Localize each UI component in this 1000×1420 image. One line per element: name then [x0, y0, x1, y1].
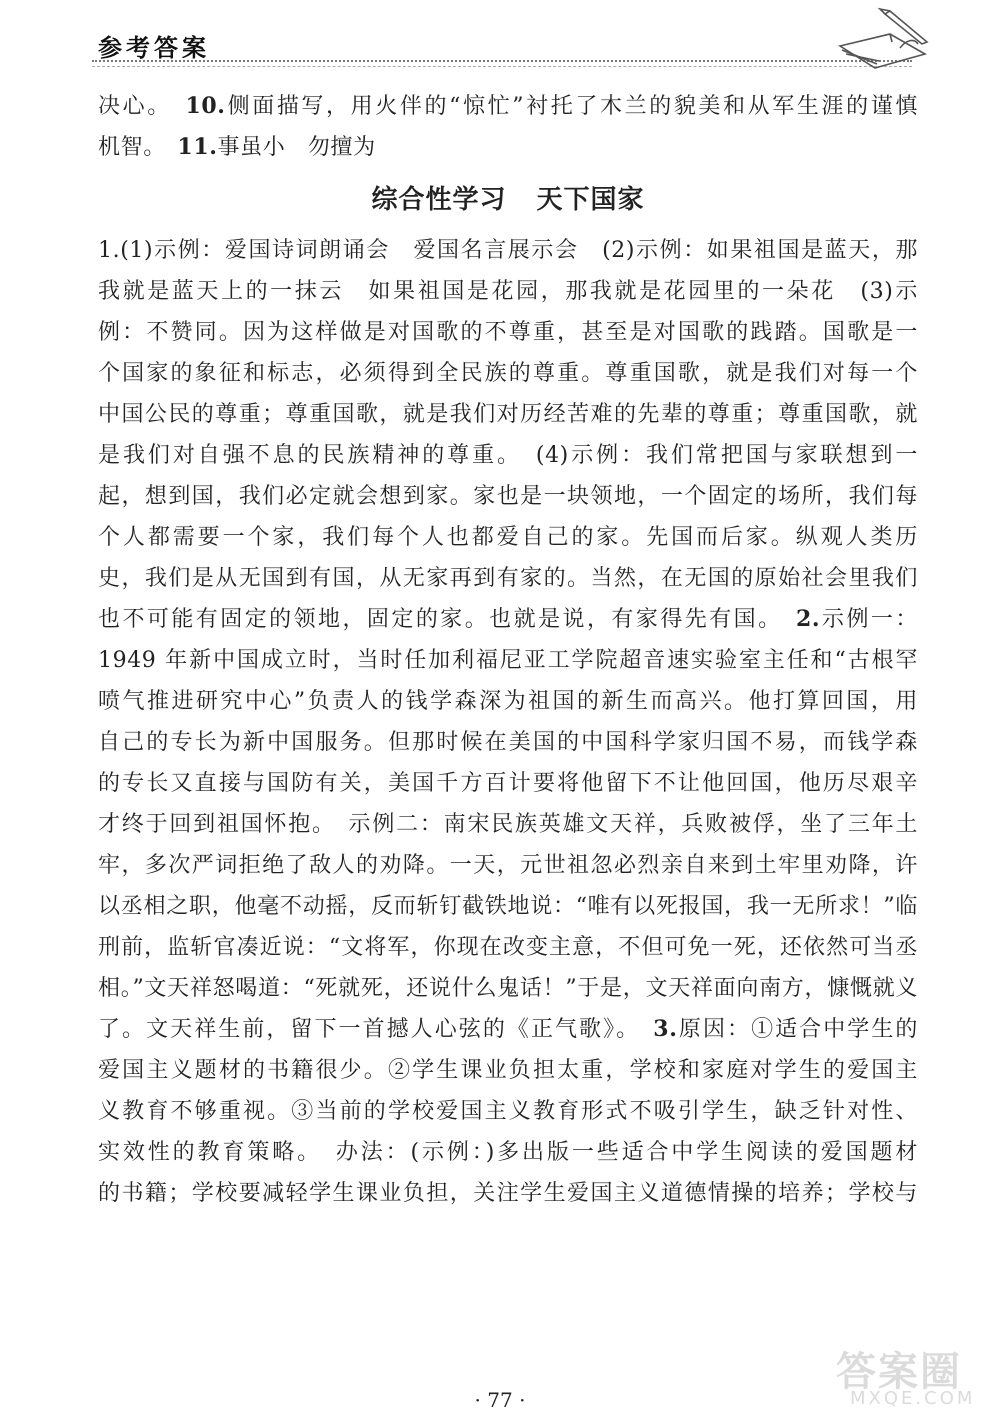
header-title: 参考答案 [98, 34, 210, 62]
answer-line: 中国公民的尊重；尊重国歌，就是我们对历经苦难的先辈的尊重；尊重国歌，就 [98, 402, 918, 427]
header-divider [92, 60, 912, 62]
answer-line: 起，想到国，我们必定就会想到家。家也是一块领地，一个固定的场所，我们每 [98, 484, 918, 509]
question-number: 10. [185, 93, 226, 119]
answer-line: 的书籍；学校要减轻学生课业负担，关注学生爱国主义道德情操的培养；学校与 [98, 1181, 918, 1206]
answer-line: 爱国主义题材的书籍很少。②学生课业负担太重，学校和家庭对学生的爱国主 [98, 1058, 918, 1083]
page-header [0, 0, 1000, 70]
answer-line: 刑前，监斩官凑近说：“文将军，你现在改变主意，不但可免一死，还依然可当丞 [98, 935, 918, 960]
answer-line: 义教育不够重视。③当前的学校爱国主义教育形式不吸引学生，缺乏针对性、 [98, 1099, 918, 1124]
pencil-notebook-icon [830, 4, 940, 74]
answer-line: 1949 年新中国成立时，当时任加利福尼亚工学院超音速实验室主任和“古根罕 [98, 648, 918, 673]
watermark-sub: MXQE.COM [850, 1388, 976, 1409]
answer-line: 例：不赞同。因为这样做是对国歌的不尊重，甚至是对国歌的践踏。国歌是一 [98, 320, 918, 345]
answer-line: 我就是蓝天上的一抹云 如果祖国是花园，那我就是花园里的一朵花 (3)示 [98, 279, 918, 304]
answer-content [98, 86, 918, 1214]
watermark-main: 答案圈 [836, 1349, 962, 1395]
answer-line: 了。文天祥生前，留下一首撼人心弦的《正气歌》。 3.原因：①适合中学生的 [98, 1016, 918, 1042]
answer-line: 自己的专长为新中国服务。但那时候在美国的中国科学家归国不易，而钱学森 [98, 730, 918, 755]
answer-line: 1.(1)示例：爱国诗词朗诵会 爱国名言展示会 (2)示例：如果祖国是蓝天，那 [98, 238, 918, 263]
answer-line: 牢，多次严词拒绝了敌人的劝降。一天，元世祖忽必烈亲自来到土牢里劝降，许 [98, 853, 918, 878]
answer-line: 相。”文天祥怒喝道：“死就死，还说什么鬼话！”于是，文天祥面向南方，慷慨就义 [98, 976, 918, 1001]
answer-line: 个人都需要一个家，我们每个人也都爱自己的家。先国而后家。纵观人类历 [98, 525, 918, 550]
answer-line: 以丞相之职，他毫不动摇，反而斩钉截铁地说：“唯有以死报国，我一无所求！”临 [98, 894, 918, 919]
question-number: 11. [177, 134, 218, 160]
answer-line: 个国家的象征和标志，必须得到全民族的尊重。尊重国歌，就是我们对每一个 [98, 361, 918, 386]
section-title: 综合性学习 天下国家 [371, 185, 645, 215]
question-number: 2. [796, 606, 821, 632]
page-number: · 77 · [474, 1388, 526, 1412]
answer-line: 喷气推进研究中心”负责人的钱学森深为祖国的新生而高兴。他打算回国，用 [98, 689, 918, 714]
site-watermark-logo [836, 1340, 986, 1412]
question-number: 3. [653, 1016, 678, 1042]
answer-line: 决心。 10.侧面描写，用火伴的“惊忙”衬托了木兰的貌美和从军生涯的谨慎 [98, 93, 918, 119]
answer-line: 的专长又直接与国防有关，美国千方百计要将他留下不让他回国，他历尽艰辛 [98, 771, 918, 796]
answer-line: 实效性的教育策略。 办法：(示例：)多出版一些适合中学生阅读的爱国题材 [98, 1140, 918, 1165]
header-divider-secondary [92, 66, 912, 67]
answer-line: 机智。 11.事虽小 勿擅为 [98, 134, 376, 160]
answer-line: 史，我们是从无国到有国，从无家再到有家的。当然，在无国的原始社会里我们 [98, 566, 918, 591]
answer-line: 是我们对自强不息的民族精神的尊重。 (4)示例：我们常把国与家联想到一 [98, 443, 918, 468]
answer-line: 也不可能有固定的领地，固定的家。也就是说，有家得先有国。 2.示例一： [98, 606, 918, 632]
answer-line: 才终于回到祖国怀抱。 示例二：南宋民族英雄文天祥，兵败被俘，坐了三年土 [98, 812, 918, 837]
